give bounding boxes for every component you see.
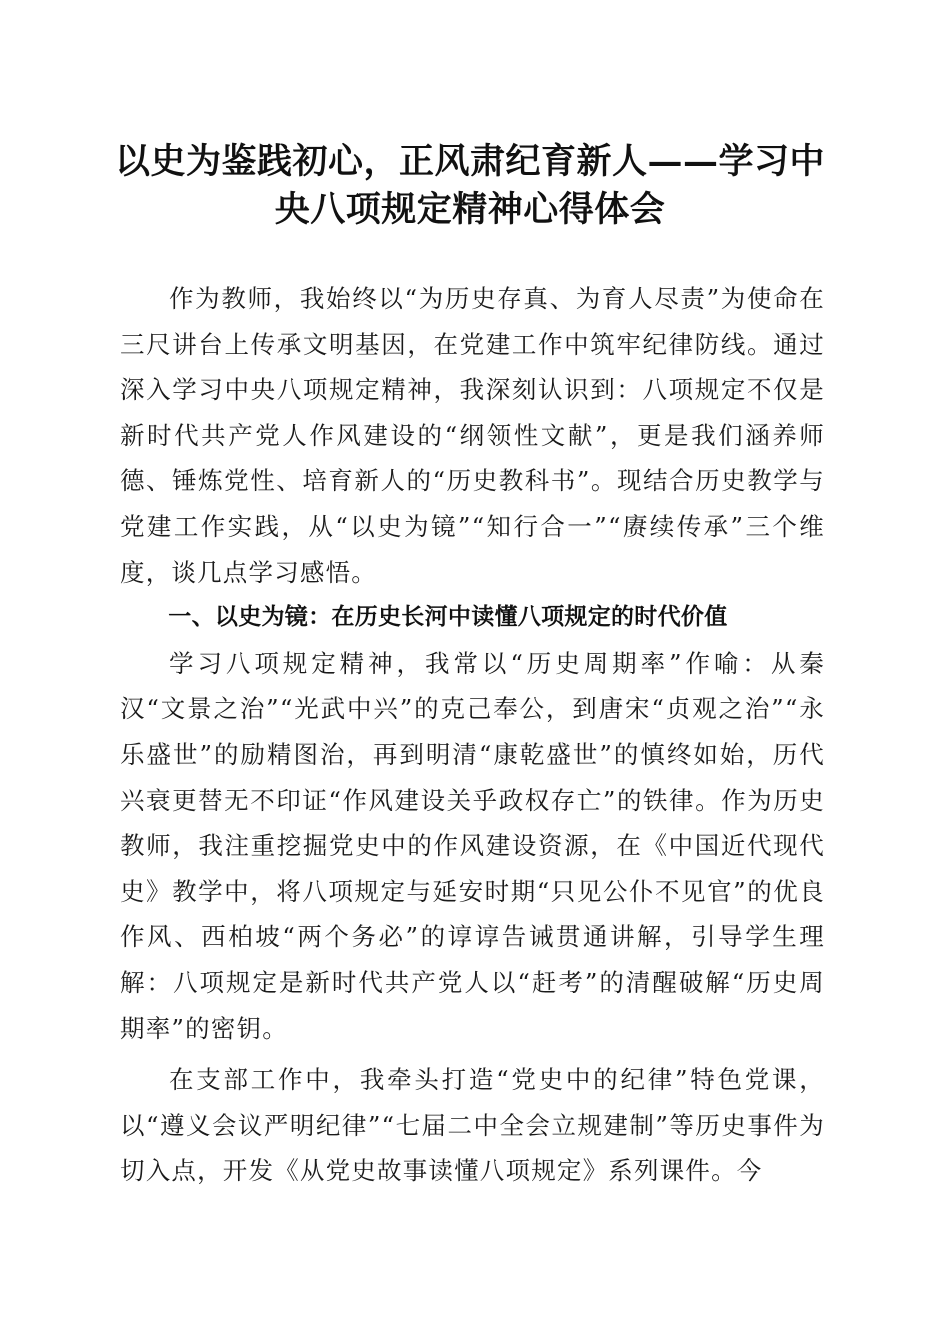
section-paragraph: 学习八项规定精神，我常以“历史周期率”作喻：从秦汉“文景之治”“光武中兴”的克己奉公，到唐宋“贞观之治”“永乐盛世”的励精图治，再到明清“康乾盛世”的慎终如始，历代兴衰更替无不印证“作风建设关乎政权存亡”的铁律。作为历史教师，我注重挖掘党史中的作风建设资源，在《中国近代现代史》教学中，将八项规定与延安时期“只见公仆不见官”的优良作风、西柏坡“两个务必”的谆谆告诫贯通讲解，引导学生理解：八项规定是新时代共产党人以“赶考”的清醒破解“历史周期率”的密钥。 (120, 648, 825, 1043)
document-body (120, 276, 825, 1194)
section-heading: 一、以史为镜：在历史长河中读懂八项规定的时代价值 (168, 604, 728, 631)
intro-paragraph: 作为教师，我始终以“为历史存真、为育人尽责”为使命在三尺讲台上传承文明基因，在党建工作中筑牢纪律防线。通过深入学习中央八项规定精神，我深刻认识到：八项规定不仅是新时代共产党人作风建设的“纲领性文献”，更是我们涵养师德、锤炼党性、培育新人的“历史教科书”。现结合历史教学与党建工作实践，从“以史为镜”“知行合一”“赓续传承”三个维度，谈几点学习感悟。 (120, 284, 825, 587)
section-paragraph: 在支部工作中，我牵头打造“党史中的纪律”特色党课，以“遵义会议严明纪律”“七届二中全会立规建制”等历史事件为切入点，开发《从党史故事读懂八项规定》系列课件。今 (120, 1065, 825, 1186)
document-title: 以史为鉴践初心，正风肃纪育新人——学习中央八项规定精神心得体会 (114, 141, 825, 230)
